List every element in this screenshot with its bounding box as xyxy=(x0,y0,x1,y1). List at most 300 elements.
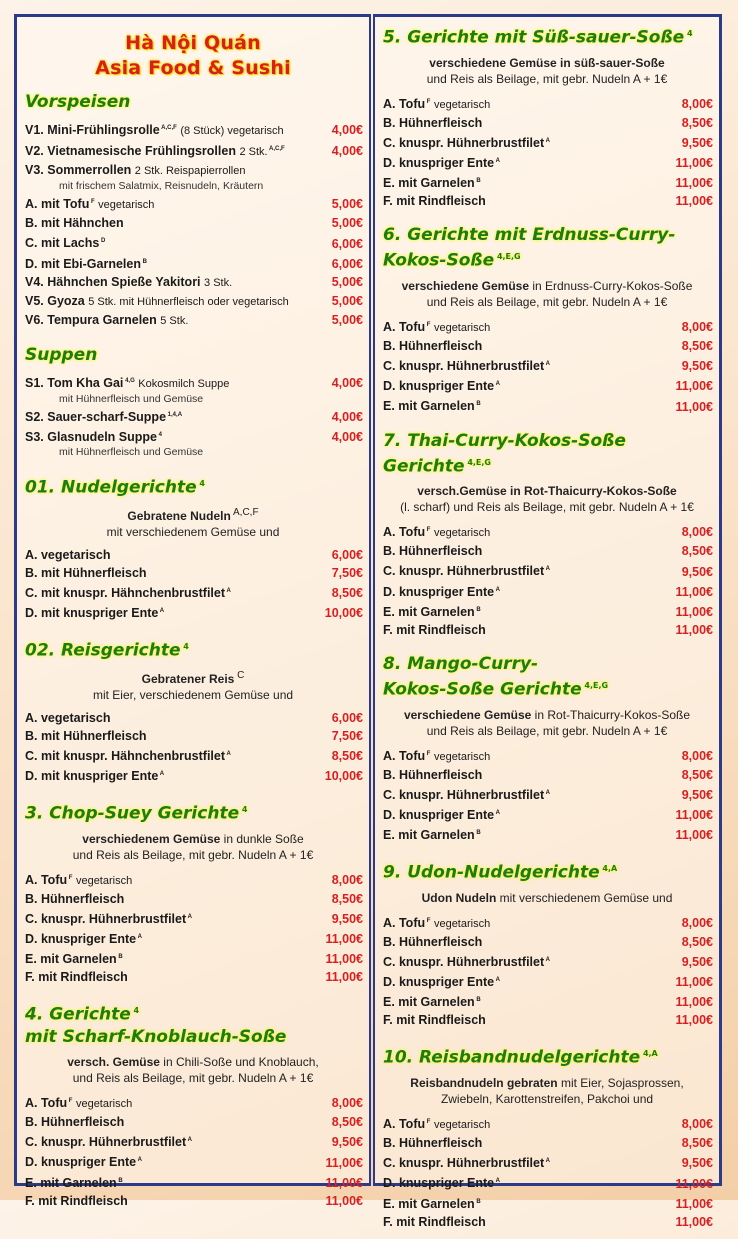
allergen-sup: C xyxy=(234,669,245,681)
menu-item xyxy=(25,406,363,426)
section-gap xyxy=(17,785,369,793)
section-description: verschiedene Gemüse in Rot-Thaicurry-Kokos-Soße und Reis als Beilage, mit gebr. Nudeln A + 1€ xyxy=(403,707,691,738)
section-gap xyxy=(375,1231,719,1239)
allergen-sup: A xyxy=(544,956,550,963)
item-name: B. mit Hühnerfleisch xyxy=(25,728,147,743)
item-name: C. knuspr. Hühnerbrustfilet $^A$ xyxy=(25,912,192,927)
allergen-sup: 4 xyxy=(130,1006,140,1016)
allergen-sup: F xyxy=(425,321,431,328)
item-name: E. mit Garnelen $^B$ xyxy=(383,604,481,619)
section-title: Suppen xyxy=(25,344,98,365)
section-gap xyxy=(17,986,369,994)
item-note: vegetarisch xyxy=(433,750,491,763)
menu-item xyxy=(25,908,363,928)
item-price: 8,50€ xyxy=(681,1136,713,1151)
menu-item xyxy=(383,1213,713,1231)
item-price: 7,50€ xyxy=(331,728,363,743)
allergen-sup: B xyxy=(116,954,123,961)
allergen-sup: A xyxy=(225,587,231,594)
allergen-sup: A xyxy=(544,566,550,573)
item-price: 11,00€ xyxy=(325,970,363,985)
item-price: 5,00€ xyxy=(331,197,363,212)
item-name: D. mit knuspriger Ente $^A$ xyxy=(25,769,165,784)
menu-item xyxy=(383,521,713,542)
item-list xyxy=(25,546,363,622)
item-detail: mit Hühnerfleisch und Gemüse xyxy=(59,446,204,459)
item-price: 6,00€ xyxy=(331,710,363,725)
item-name: V4. Hähnchen Spieße Yakitori 3 Stk. xyxy=(25,274,233,289)
allergen-sup: B xyxy=(141,258,147,265)
item-note: vegetarisch xyxy=(75,875,133,887)
menu-item xyxy=(383,933,713,951)
item-name: A. Tofu $^F$ vegetarisch xyxy=(25,1096,133,1111)
item-note: 5 Stk. mit Hühnerfleisch oder vegetarisch xyxy=(88,295,289,308)
menu-item xyxy=(383,355,713,375)
menu-item xyxy=(383,766,713,784)
description-bold: verschiedene Gemüse in süß-sauer-Soße xyxy=(429,55,665,70)
item-name: F. mit Rindfleisch xyxy=(383,1214,486,1229)
section-description: verschiedene Gemüse in Erdnuss-Curry-Kokos-Soße und Reis als Beilage, mit gebr. Nudeln A + 1€ xyxy=(401,278,693,309)
menu-item xyxy=(25,546,363,564)
item-detail: mit frischem Salatmix, Reisnudeln, Kräutern xyxy=(59,180,264,193)
section-title: Vorspeisen xyxy=(25,92,131,112)
item-price: 8,50€ xyxy=(331,749,363,764)
item-name: D. knuspriger Ente $^A$ xyxy=(383,975,500,990)
menu-item xyxy=(25,709,363,727)
item-price: 9,50€ xyxy=(331,1135,363,1150)
allergen-sup: 4 xyxy=(196,479,205,489)
item-name: A. Tofu $^F$ vegetarisch xyxy=(383,525,491,540)
item-price: 4,00€ xyxy=(331,410,363,425)
section-gap xyxy=(375,639,719,647)
left-sections xyxy=(17,91,369,1218)
description-bold: verschiedenem Gemüse xyxy=(82,831,221,846)
item-name: A. vegetarisch xyxy=(25,547,111,562)
allergen-sup: F xyxy=(425,750,431,757)
item-name: B. Hühnerfleisch xyxy=(25,892,125,906)
item-price: 7,50€ xyxy=(331,565,363,580)
menu-item xyxy=(25,426,363,446)
section-title: 8. Mango-Curry- Kokos-Soße Gerichte $^{4,E,G}$ xyxy=(383,653,609,700)
item-note: vegetarisch xyxy=(433,1119,491,1132)
item-price: 5,00€ xyxy=(331,216,363,231)
item-name: V5. Gyoza 5 Stk. mit Hühnerfleisch oder vegetarisch xyxy=(25,293,289,308)
section-title: 6. Gerichte mit Erdnuss-Curry- Kokos-Soße $^{4,E,G}$ xyxy=(383,225,676,271)
section-description: Udon Nudeln mit verschiedenem Gemüse und xyxy=(421,890,673,905)
item-name: E. mit Garnelen $^B$ xyxy=(383,399,481,414)
item-note: vegetarisch xyxy=(433,98,491,111)
allergen-sup: A xyxy=(136,1157,142,1164)
section-title: 9. Udon-Nudelgerichte $^{4,A}$ xyxy=(383,862,618,883)
item-list xyxy=(25,1092,363,1210)
item-name: S2. Sauer-scharf-Suppe $^{1,4,A}$ xyxy=(25,410,183,425)
menu-item xyxy=(25,564,363,582)
item-name: D. knuspriger Ente $^A$ xyxy=(383,379,500,394)
section-gap xyxy=(375,844,719,852)
menu-item xyxy=(25,602,363,622)
allergen-sup: 4,E,G xyxy=(581,680,609,690)
allergen-sup: B xyxy=(474,606,481,613)
item-name: C. knuspr. Hühnerbrustfilet $^A$ xyxy=(383,955,550,970)
menu-item xyxy=(25,968,363,986)
menu-item xyxy=(383,152,713,172)
item-name: V3. Sommerrollen 2 Stk. Reispapierrollen xyxy=(25,163,246,178)
item-price: 8,50€ xyxy=(331,892,363,906)
menu-item xyxy=(383,172,713,192)
section-gap xyxy=(375,1029,719,1037)
section-title: 10. Reisbandnudelgerichte $^{4,A}$ xyxy=(383,1048,658,1069)
menu-item xyxy=(25,140,363,161)
section-gap xyxy=(375,210,719,218)
item-name: F. mit Rindfleisch xyxy=(25,970,128,985)
allergen-sup: F xyxy=(67,1098,73,1105)
menu-item xyxy=(383,560,713,580)
section-title: 7. Thai-Curry-Kokos-Soße Gerichte $^{4,E,G}$ xyxy=(383,430,626,477)
section-description: verschiedene Gemüse in süß-sauer-Soße und Reis als Beilage, mit gebr. Nudeln A + 1€ xyxy=(426,55,668,86)
item-price: 11,00€ xyxy=(675,1196,713,1211)
section-gap xyxy=(17,330,369,338)
allergen-sup: 4 xyxy=(180,642,189,652)
item-name: F. mit Rindfleisch xyxy=(25,1193,128,1208)
item-name: B. mit Hähnchen xyxy=(25,216,124,231)
item-price: 4,00€ xyxy=(331,123,363,138)
item-list xyxy=(25,372,363,459)
allergen-sup: A xyxy=(494,1178,500,1185)
allergen-sup: B xyxy=(474,401,481,408)
description-bold: verschiedene Gemüse xyxy=(401,278,529,293)
item-price: 11,00€ xyxy=(675,379,713,394)
item-price: 11,00€ xyxy=(675,975,713,990)
menu-item xyxy=(25,765,363,785)
section-description: Reisbandnudeln gebraten mit Eier, Sojasprossen, Zwiebeln, Karottenstreifen, Pakchoi und xyxy=(410,1076,684,1107)
allergen-sup: F xyxy=(425,98,431,105)
item-price: 11,00€ xyxy=(675,156,713,171)
allergen-sup: A xyxy=(494,809,500,816)
item-price: 8,00€ xyxy=(681,748,713,763)
allergen-sup: A xyxy=(494,381,500,388)
item-name: B. Hühnerfleisch xyxy=(25,1115,125,1130)
menu-item xyxy=(25,119,363,140)
item-name: D. knuspriger Ente $^A$ xyxy=(25,1155,142,1170)
section-gap xyxy=(375,416,719,424)
allergen-sup: 4,A xyxy=(599,864,618,874)
menu-item xyxy=(25,582,363,602)
item-price: 11,00€ xyxy=(675,1176,713,1191)
item-list xyxy=(25,119,363,330)
restaurant-tagline: Asia Food & Sushi xyxy=(95,57,291,79)
item-price: 4,00€ xyxy=(331,430,363,445)
item-price: 11,00€ xyxy=(675,584,713,599)
item-name: D. mit Ebi-Garnelen $^B$ xyxy=(25,256,147,271)
item-name: B. Hühnerfleisch xyxy=(383,544,483,559)
item-price: 6,00€ xyxy=(331,547,363,562)
item-price: 8,50€ xyxy=(331,586,363,601)
item-name: C. mit Lachs $^D$ xyxy=(25,236,106,251)
menu-item xyxy=(25,273,363,292)
menu-item xyxy=(383,745,713,766)
item-note: 2 Stk. Reispapierrollen xyxy=(134,165,246,178)
item-note: vegetarisch xyxy=(433,917,491,930)
item-price: 11,00€ xyxy=(325,952,363,967)
menu-item xyxy=(25,727,363,745)
item-name: E. mit Garnelen $^B$ xyxy=(25,1175,123,1190)
allergen-sup: 4 xyxy=(239,805,248,815)
item-price: 9,50€ xyxy=(681,787,713,802)
item-note: vegetarisch xyxy=(433,527,491,540)
item-price: 8,00€ xyxy=(681,915,713,930)
item-list xyxy=(383,316,713,416)
item-list xyxy=(383,745,713,845)
menu-item xyxy=(25,948,363,968)
allergen-sup: A xyxy=(494,586,500,593)
item-price: 11,00€ xyxy=(675,828,713,843)
item-price: 11,00€ xyxy=(325,1155,363,1170)
menu-item xyxy=(383,1011,713,1029)
item-name: V6. Tempura Garnelen 5 Stk. xyxy=(25,312,189,327)
allergen-sup: F xyxy=(425,527,431,534)
allergen-sup: F xyxy=(425,917,431,924)
item-list xyxy=(383,521,713,639)
item-name: C. knuspr. Hühnerbrustfilet $^A$ xyxy=(25,1135,192,1150)
section-title: 01. Nudelgerichte $^4$ xyxy=(25,477,205,498)
menu-item xyxy=(383,1193,713,1213)
allergen-sup: B xyxy=(474,1198,481,1205)
item-name: B. Hühnerfleisch xyxy=(383,767,483,782)
menu-item xyxy=(383,581,713,601)
item-name: E. mit Garnelen $^B$ xyxy=(383,176,481,191)
section-gap xyxy=(17,622,369,630)
allergen-sup: B xyxy=(474,997,481,1004)
item-price: 5,00€ xyxy=(331,274,363,289)
menu-item xyxy=(25,193,363,214)
allergen-sup: B xyxy=(474,178,481,185)
section-title: 3. Chop-Suey Gerichte $^4$ xyxy=(25,803,248,824)
menu-item xyxy=(25,292,363,311)
item-price: 8,00€ xyxy=(681,1117,713,1132)
menu-item xyxy=(25,1172,363,1192)
restaurant-title xyxy=(17,31,369,81)
menu-item xyxy=(383,601,713,621)
item-list xyxy=(383,1113,713,1231)
menu-item xyxy=(25,372,363,393)
item-detail: mit Hühnerfleisch und Gemüse xyxy=(59,392,204,405)
item-price: 8,50€ xyxy=(331,1115,363,1130)
allergen-sup: A xyxy=(544,1158,550,1165)
menu-item xyxy=(383,1134,713,1152)
item-price: 11,00€ xyxy=(675,194,713,209)
menu-item xyxy=(25,869,363,890)
menu-column-right xyxy=(373,14,722,1229)
menu-item xyxy=(25,1192,363,1210)
item-name: A. Tofu $^F$ vegetarisch xyxy=(383,320,491,335)
menu-item xyxy=(383,192,713,210)
description-bold: Gebratener Reis xyxy=(141,671,235,686)
item-price: 11,00€ xyxy=(325,932,363,947)
allergen-sup: B xyxy=(474,829,481,836)
item-price: 9,50€ xyxy=(681,564,713,579)
item-name: A. mit Tofu $^F$ vegetarisch xyxy=(25,197,155,212)
allergen-sup: A xyxy=(544,137,550,144)
description-bold: versch.Gemüse in Rot-Thaicurry-Kokos-Soße xyxy=(417,484,677,499)
item-price: 11,00€ xyxy=(675,995,713,1010)
section-gap xyxy=(17,459,369,467)
item-name: C. knuspr. Hühnerbrustfilet $^A$ xyxy=(383,135,550,150)
item-list xyxy=(25,709,363,785)
item-price: 8,00€ xyxy=(681,96,713,111)
item-price: 11,00€ xyxy=(675,1214,713,1229)
item-name: E. mit Garnelen $^B$ xyxy=(383,1196,481,1211)
item-name: V2. Vietnamesische Frühlingsrollen 2 Stk. $^{A,C,F}$ xyxy=(25,144,285,159)
item-name: D. knuspriger Ente $^A$ xyxy=(383,584,500,599)
item-name: C. knuspr. Hühnerbrustfilet $^A$ xyxy=(383,564,550,579)
menu-item xyxy=(25,214,363,232)
section-description: verschiedenem Gemüse in dunkle Soße und Reis als Beilage, mit gebr. Nudeln A + 1€ xyxy=(72,831,314,862)
item-price: 8,50€ xyxy=(681,115,713,130)
allergen-sup: A xyxy=(494,977,500,984)
menu-item xyxy=(25,1131,363,1151)
item-price: 9,50€ xyxy=(681,1156,713,1171)
item-list xyxy=(383,93,713,211)
item-name: C. knuspr. Hühnerbrustfilet $^A$ xyxy=(383,1156,550,1171)
item-price: 8,50€ xyxy=(681,339,713,354)
item-price: 8,50€ xyxy=(681,934,713,949)
item-name: B. mit Hühnerfleisch xyxy=(25,565,147,580)
menu-item xyxy=(25,890,363,908)
menu-item xyxy=(383,971,713,991)
item-name: C. mit knuspr. Hähnchenbrustfilet $^A$ xyxy=(25,749,231,764)
menu-item xyxy=(25,1113,363,1131)
allergen-sup: A xyxy=(158,608,165,615)
item-list xyxy=(25,869,363,987)
item-name: B. Hühnerfleisch xyxy=(383,339,483,354)
item-name: B. Hühnerfleisch xyxy=(383,1136,483,1151)
item-list xyxy=(383,912,713,1030)
menu-item xyxy=(383,337,713,355)
allergen-sup: 4,G xyxy=(123,377,135,384)
menu-item xyxy=(383,316,713,337)
item-note: Kokosmilch Suppe xyxy=(138,377,230,390)
item-name: A. Tofu $^F$ vegetarisch xyxy=(383,96,491,111)
item-price: 8,00€ xyxy=(331,1096,363,1111)
menu-item xyxy=(383,951,713,971)
allergen-sup: F xyxy=(89,199,95,206)
right-sections xyxy=(375,23,719,1239)
menu-column-left xyxy=(14,14,371,1208)
item-name: A. vegetarisch xyxy=(25,710,111,725)
item-price: 10,00€ xyxy=(324,606,363,621)
item-price: 9,50€ xyxy=(681,135,713,150)
menu-item xyxy=(383,991,713,1011)
item-note: (8 Stück) vegetarisch xyxy=(180,125,284,138)
item-price: 10,00€ xyxy=(324,769,363,784)
allergen-sup: A xyxy=(186,914,192,920)
item-name: D. knuspriger Ente $^A$ xyxy=(383,1176,500,1191)
section-description: versch. Gemüse in Chili-Soße und Knoblauch, und Reis als Beilage, mit gebr. Nudeln A + 1€ xyxy=(67,1055,319,1086)
item-price: 6,00€ xyxy=(331,256,363,271)
description-bold: versch. Gemüse xyxy=(67,1055,160,1070)
item-name: F. mit Rindfleisch xyxy=(383,1013,486,1028)
menu-item xyxy=(383,93,713,114)
item-price: 11,00€ xyxy=(675,399,713,414)
menu-item xyxy=(25,745,363,765)
item-price: 8,50€ xyxy=(681,767,713,782)
menu-item xyxy=(25,311,363,330)
item-price: 11,00€ xyxy=(675,807,713,822)
menu-item xyxy=(383,395,713,415)
item-name: A. Tofu $^F$ vegetarisch xyxy=(383,915,491,930)
allergen-sup: A xyxy=(186,1137,192,1144)
item-name: F. mit Rindfleisch xyxy=(383,194,486,209)
menu-item xyxy=(383,542,713,560)
allergen-sup: A,C,F xyxy=(267,146,285,153)
item-price: 11,00€ xyxy=(675,1013,713,1028)
item-name: V1. Mini-Frühlingsrolle $^{A,C,F}$ (8 Stück) vegetarisch xyxy=(25,123,284,138)
menu-item xyxy=(25,928,363,948)
allergen-sup: 4,A xyxy=(640,1049,658,1059)
item-name: E. mit Garnelen $^B$ xyxy=(383,995,481,1010)
section-title: 02. Reisgerichte $^4$ xyxy=(25,640,189,661)
item-name: F. mit Rindfleisch xyxy=(383,622,486,637)
item-price: 4,00€ xyxy=(331,375,363,390)
allergen-sup: B xyxy=(116,1177,123,1184)
item-price: 8,00€ xyxy=(331,873,363,887)
item-price: 11,00€ xyxy=(675,622,713,637)
item-name: B. Hühnerfleisch xyxy=(383,934,483,949)
item-note: 2 Stk. xyxy=(239,146,268,159)
item-name: D. mit knuspriger Ente $^A$ xyxy=(25,606,165,621)
description-bold: verschiedene Gemüse xyxy=(403,707,532,722)
description-bold: Reisbandnudeln gebraten xyxy=(410,1076,558,1091)
item-price: 11,00€ xyxy=(675,604,713,619)
section-title: 5. Gerichte mit Süß-sauer-Soße $^4$ xyxy=(383,27,693,48)
item-name: D. knuspriger Ente $^A$ xyxy=(25,932,142,947)
menu-item xyxy=(383,132,713,152)
item-name: A. Tofu $^F$ vegetarisch xyxy=(383,748,491,763)
menu-item xyxy=(383,114,713,132)
section-title: 4. Gerichte $^4$ mit Scharf-Knoblauch-Soße xyxy=(25,1005,287,1048)
item-price: 9,50€ xyxy=(681,359,713,374)
allergen-sup: A xyxy=(158,771,165,778)
item-note: vegetarisch xyxy=(75,1098,133,1111)
restaurant-name: Hà Nội Quán xyxy=(125,32,261,54)
allergen-sup: F xyxy=(67,874,73,881)
item-price: 11,00€ xyxy=(325,1175,363,1190)
menu-item xyxy=(383,1113,713,1134)
menu-item xyxy=(383,375,713,395)
menu-item xyxy=(25,1092,363,1113)
item-price: 8,00€ xyxy=(681,525,713,540)
item-price: 9,50€ xyxy=(331,912,363,927)
description-bold: Gebratene Nudeln xyxy=(127,508,231,523)
item-name: A. Tofu $^F$ vegetarisch xyxy=(383,1117,491,1132)
item-name: C. mit knuspr. Hähnchenbrustfilet $^A$ xyxy=(25,586,231,601)
section-description: Gebratene Nudeln $^{A,C,F}$ mit verschiedenem Gemüse und xyxy=(106,506,280,539)
item-price: 8,50€ xyxy=(681,544,713,559)
item-name: S1. Tom Kha Gai $^{4,G}$ Kokosmilch Suppe xyxy=(25,375,230,390)
allergen-sup: A,C,F xyxy=(230,506,259,518)
item-note: vegetarisch xyxy=(98,199,155,212)
section-description: versch.Gemüse in Rot-Thaicurry-Kokos-Soße (l. scharf) und Reis als Beilage, mit gebr. Nudeln A + 1€ xyxy=(400,484,694,515)
item-name: D. knuspriger Ente $^A$ xyxy=(383,156,500,171)
allergen-sup: 4,E,G xyxy=(464,457,491,467)
menu-item xyxy=(383,824,713,844)
menu-item xyxy=(383,1152,713,1172)
menu-item xyxy=(25,161,363,180)
item-note: 3 Stk. xyxy=(204,276,233,289)
item-price: 4,00€ xyxy=(331,144,363,159)
menu-item xyxy=(25,1151,363,1171)
allergen-sup: 4 xyxy=(156,432,162,439)
